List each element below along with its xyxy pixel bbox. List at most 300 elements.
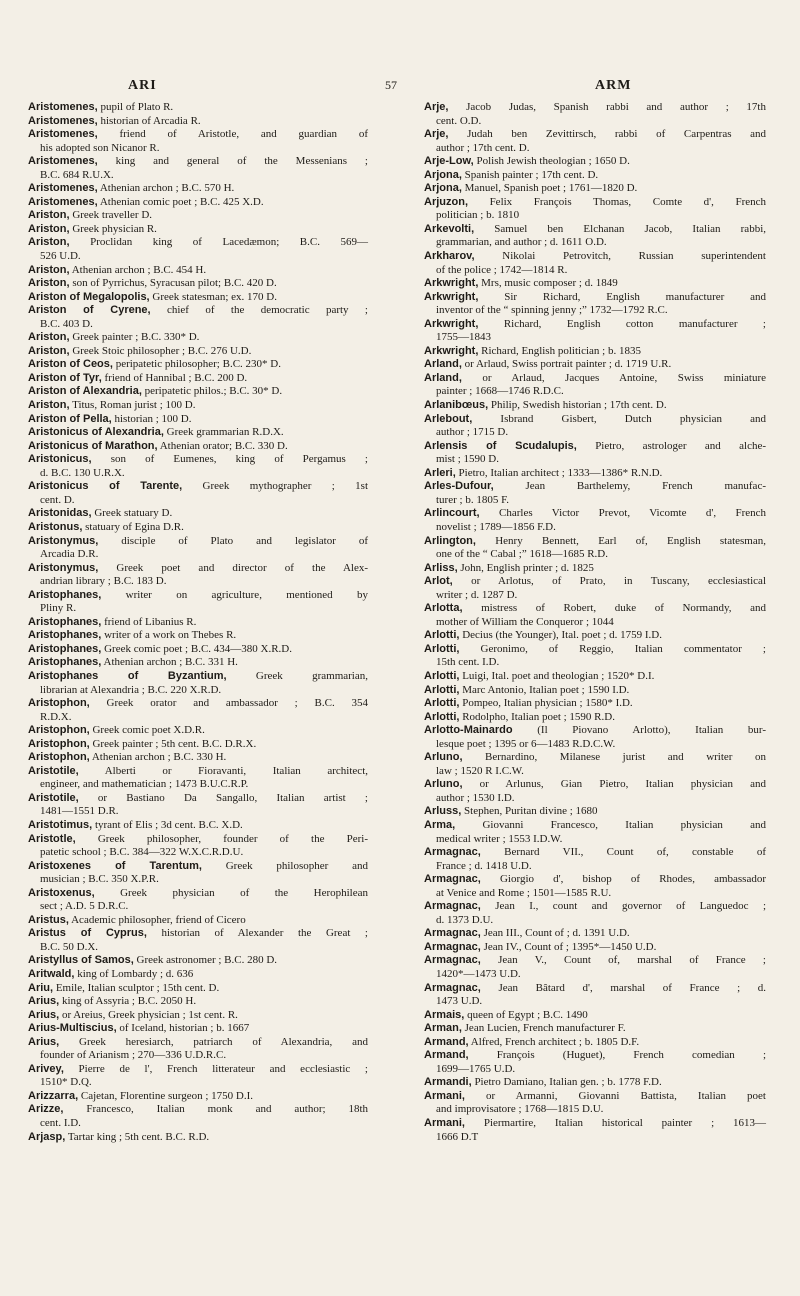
dictionary-entry (424, 318, 766, 332)
dictionary-entry (28, 155, 368, 169)
entry-text: or Arlaud, Swiss portrait painter ; d. 1719 U.R. (461, 358, 672, 371)
entry-headword: Aristomenes, (28, 155, 98, 168)
dictionary-entry (28, 819, 368, 833)
entry-text: Greek statesman; ex. 170 D. (149, 290, 278, 303)
entry-continuation: d. 1373 D.U. (436, 913, 494, 926)
entry-text: Jean III., Count of ; d. 1391 U.D. (480, 927, 630, 940)
entry-text: Greek traveller D. (69, 209, 153, 222)
dictionary-entry (424, 399, 766, 413)
entry-headword: Ariston, (28, 399, 70, 412)
dictionary-entry (28, 765, 368, 779)
entry-headword: Arlensis of Scudalupis, (424, 439, 577, 452)
dictionary-entry (424, 1049, 766, 1063)
entry-continuation: author ; 1715 D. (436, 426, 509, 439)
entry-text: Alfred, French architect ; b. 1805 D.F. (468, 1035, 640, 1048)
entry-headword: Arlotti, (424, 642, 460, 655)
entry-headword: Armagnac, (424, 927, 481, 940)
entry-text: Proclidan king of Lacedæmon; B.C. 569— (69, 236, 368, 249)
entry-text: Greek heresiarch, patriarch of Alexandria, and (59, 1035, 368, 1048)
entry-text: friend of Hannibal ; B.C. 200 D. (101, 371, 248, 384)
dictionary-entry (424, 182, 766, 196)
entry-headword: Arlotto-Mainardo (424, 724, 513, 737)
entry-text: Greek painter ; 5th cent. B.C. D.R.X. (89, 737, 257, 750)
dictionary-entry (28, 453, 368, 467)
entry-text: historian of Arcadia R. (97, 114, 201, 127)
right-column (424, 101, 766, 1144)
entry-headword: Arius, (28, 1008, 60, 1021)
entry-text: or Arlaud, Jacques Antoine, Swiss miniature (461, 371, 766, 384)
entry-text: Jean Bâtard d', marshal of France ; d. (480, 981, 766, 994)
entry-continuation: founder of Arianism ; 270—336 U.D.R.C. (40, 1049, 227, 1062)
entry-text: of Iceland, historian ; b. 1667 (116, 1022, 250, 1035)
dictionary-entry (28, 656, 368, 670)
dictionary-entry (424, 507, 766, 521)
entry-continuation: 1755—1843 (436, 331, 491, 344)
entry-text: king of Assyria ; B.C. 2050 H. (59, 995, 197, 1008)
entry-continuation: inventor of the “ spinning jenny ;” 1732—1792 R.C. (436, 304, 668, 317)
entry-headword: Arjuzon, (424, 195, 468, 208)
entry-headword: Aristomenes, (28, 195, 98, 208)
dictionary-entry (28, 413, 368, 427)
dictionary-entry (424, 1076, 766, 1090)
entry-continuation: law ; 1520 R I.C.W. (436, 764, 524, 777)
entry-headword: Aristotimus, (28, 818, 93, 831)
entry-continuation: sect ; A.D. 5 D.R.C. (40, 900, 129, 913)
entry-headword: Armagnac, (424, 846, 481, 859)
dictionary-entry (424, 982, 766, 996)
entry-text: Pietro, astrologer and alche- (576, 439, 766, 452)
dictionary-entry (28, 1036, 368, 1050)
entry-headword: Arluno, (424, 751, 463, 764)
entry-headword: Arius, (28, 995, 60, 1008)
entry-headword: Ariston, (28, 277, 70, 290)
dictionary-entry (424, 169, 766, 183)
entry-headword: Aristonicus, (28, 453, 92, 466)
entry-text: Titus, Roman jurist ; 100 D. (69, 399, 196, 412)
entry-text: Athenian archon ; B.C. 331 H. (101, 656, 238, 669)
entry-text: Greek statuary D. (91, 507, 173, 520)
dictionary-entry (424, 413, 766, 427)
entry-headword: Arlotti, (424, 669, 460, 682)
entry-headword: Arlotta, (424, 602, 463, 615)
entry-continuation: d. B.C. 130 U.R.X. (40, 466, 125, 479)
dictionary-entry (28, 115, 368, 129)
entry-headword: Ariston, (28, 331, 70, 344)
entry-headword: Arles-Dufour, (424, 480, 494, 493)
entry-continuation: R.D.X. (40, 710, 72, 723)
entry-headword: Aristonicus of Tarente, (28, 480, 183, 493)
dictionary-entry (28, 535, 368, 549)
entry-text: Spanish painter ; 17th cent. D. (461, 168, 599, 181)
entry-headword: Arkwright, (424, 290, 479, 303)
entry-text: pupil of Plato R. (97, 101, 174, 113)
entry-headword: Arlotti, (424, 629, 460, 642)
entry-continuation: turer ; b. 1805 F. (436, 493, 510, 506)
dictionary-entry (424, 372, 766, 386)
dictionary-entry (28, 521, 368, 535)
entry-text: king and general of the Messenians ; (97, 155, 368, 168)
dictionary-entry (28, 860, 368, 874)
entry-headword: Arlington, (424, 534, 476, 547)
dictionary-entry (28, 304, 368, 318)
entry-text: Academic philosopher, friend of Cicero (68, 913, 246, 926)
dictionary-entry (28, 331, 368, 345)
entry-text: Cajetan, Florentine surgeon ; 1750 D.I. (78, 1089, 253, 1102)
dictionary-entry (28, 954, 368, 968)
dictionary-entry (28, 291, 368, 305)
entry-text: (Il Piovano Arlotto), Italian bur- (512, 724, 766, 737)
entry-continuation: cent. O.D. (436, 114, 482, 127)
entry-text: queen of Egypt ; B.C. 1490 (464, 1008, 588, 1021)
dictionary-entry (28, 128, 368, 142)
dictionary-entry (424, 575, 766, 589)
dictionary-entry (28, 616, 368, 630)
dictionary-entry (424, 562, 766, 576)
dictionary-entry (28, 927, 368, 941)
entry-text: statuary of Egina D.R. (82, 520, 184, 533)
entry-headword: Armagnac, (424, 873, 481, 886)
entry-continuation: 1481—1551 D.R. (40, 805, 119, 818)
entry-text: Jean Lucien, French manufacturer F. (461, 1022, 626, 1035)
entry-headword: Arlot, (424, 575, 453, 588)
entry-continuation: 1473 U.D. (436, 995, 483, 1008)
entry-text: Greek grammarian R.D.X. (163, 426, 284, 439)
entry-continuation: 15th cent. I.D. (436, 656, 500, 669)
entry-text: Jean I., count and governor of Languedoc ; (480, 900, 766, 913)
entry-text: Pompeo, Italian physician ; 1580* I.D. (459, 697, 633, 710)
entry-headword: Ariston, (28, 236, 70, 249)
dictionary-entry (424, 751, 766, 765)
dictionary-entry (28, 968, 368, 982)
entry-headword: Aristophanes, (28, 588, 102, 601)
entry-continuation: mother of William the Conqueror ; 1044 (436, 615, 614, 628)
dictionary-entry (424, 1022, 766, 1036)
dictionary-entry (424, 128, 766, 142)
entry-headword: Armandi, (424, 1076, 472, 1089)
entry-text: Greek philosopher and (201, 859, 368, 872)
entry-headword: Armani, (424, 1117, 465, 1130)
entry-headword: Arland, (424, 358, 462, 371)
dictionary-entry (424, 101, 766, 115)
dictionary-entry (28, 1103, 368, 1117)
dictionary-entry (424, 1009, 766, 1023)
entry-headword: Armagnac, (424, 940, 481, 953)
entry-text: or Arlotus, of Prato, in Tuscany, ecclesiastical (452, 575, 766, 588)
entry-text: Luigi, Ital. poet and theologian ; 1520* D.I. (459, 669, 655, 682)
entry-headword: Aristophanes, (28, 629, 102, 642)
entry-headword: Aristomenes, (28, 114, 98, 127)
entry-headword: Armand, (424, 1035, 469, 1048)
entry-headword: Arjona, (424, 182, 462, 195)
entry-continuation: mist ; 1590 D. (436, 453, 499, 466)
dictionary-entry (424, 1090, 766, 1104)
entry-continuation: Pliny R. (40, 602, 77, 615)
entry-continuation: B.C. 684 R.U.X. (40, 168, 114, 181)
dictionary-entry (28, 629, 368, 643)
entry-headword: Arkwright, (424, 277, 479, 290)
dictionary-entry (28, 223, 368, 237)
dictionary-entry (424, 155, 766, 169)
entry-text: Greek comic poet X.D.R. (89, 724, 205, 737)
dictionary-entry (424, 684, 766, 698)
entry-headword: Aristoxenes of Tarentum, (28, 859, 202, 872)
dictionary-entry (28, 833, 368, 847)
entry-headword: Ariston of Tyr, (28, 371, 102, 384)
dictionary-entry (424, 670, 766, 684)
entry-headword: Arma, (424, 818, 456, 831)
entry-headword: Ariston of Megalopolis, (28, 290, 150, 303)
entry-text: Stephen, Puritan divine ; 1680 (461, 805, 598, 818)
header-left-guide-word: ARI (128, 78, 157, 93)
dictionary-entry (424, 805, 766, 819)
entry-continuation: medical writer ; 1553 I.D.W. (436, 832, 563, 845)
entry-headword: Arivey, (28, 1062, 64, 1075)
entry-headword: Aristophon, (28, 737, 90, 750)
entry-headword: Armais, (424, 1008, 465, 1021)
header-right-guide-word: ARM (595, 78, 632, 93)
entry-headword: Arman, (424, 1022, 462, 1035)
entry-text: friend of Aristotle, and guardian of (97, 128, 368, 141)
dictionary-entry (424, 1117, 766, 1131)
entry-text: Greek physician R. (69, 222, 157, 235)
entry-text: Athenian archon ; B.C. 330 H. (89, 751, 227, 764)
entry-continuation: and improvisatore ; 1768—1815 D.U. (436, 1103, 604, 1116)
entry-text: Greek comic poet ; B.C. 434—380 X.R.D. (101, 642, 293, 655)
entry-text: Felix François Thomas, Comte d', French (468, 195, 766, 208)
dictionary-entry (28, 196, 368, 210)
entry-continuation: andrian library ; B.C. 183 D. (40, 575, 167, 588)
dictionary-entry (28, 1009, 368, 1023)
entry-headword: Arkwright, (424, 344, 479, 357)
dictionary-entry (28, 562, 368, 576)
entry-headword: Aristomenes, (28, 101, 98, 113)
entry-continuation: his adopted son Nicanor R. (40, 141, 160, 154)
entry-headword: Ariu, (28, 981, 54, 994)
entry-headword: Aristophon, (28, 751, 90, 764)
dictionary-entry (424, 291, 766, 305)
entry-headword: Arizzarra, (28, 1089, 79, 1102)
dictionary-entry (424, 196, 766, 210)
entry-text: Pietro, Italian architect ; 1333—1386* R.N.D. (455, 466, 663, 479)
entry-text: Athenian orator; B.C. 330 D. (157, 439, 288, 452)
entry-text: Mrs, music composer ; d. 1849 (478, 277, 618, 290)
dictionary-entry (28, 1063, 368, 1077)
dictionary-entry (28, 589, 368, 603)
dictionary-entry (28, 1022, 368, 1036)
dictionary-entry (424, 819, 766, 833)
dictionary-entry (424, 467, 766, 481)
entry-headword: Ariston of Alexandria, (28, 385, 142, 398)
dictionary-entry (424, 941, 766, 955)
dictionary-entry (424, 643, 766, 657)
entry-headword: Ariston of Pella, (28, 412, 112, 425)
entry-headword: Armagnac, (424, 981, 481, 994)
entry-headword: Arland, (424, 371, 462, 384)
entry-text: friend of Libanius R. (101, 615, 197, 628)
dictionary-entry (424, 535, 766, 549)
entry-headword: Arlincourt, (424, 507, 480, 520)
entry-text: Richard, English cotton manufacturer ; (478, 317, 766, 330)
entry-headword: Aristus, (28, 913, 69, 926)
entry-continuation: author ; 17th cent. D. (436, 141, 530, 154)
entry-headword: Aristophanes, (28, 615, 102, 628)
dictionary-entry (28, 399, 368, 413)
dictionary-entry (28, 236, 368, 250)
entry-headword: Arlotti, (424, 683, 460, 696)
entry-headword: Arliss, (424, 561, 458, 574)
entry-text: Greek philosopher, founder of the Peri- (75, 832, 368, 845)
dictionary-entry (28, 914, 368, 928)
page-header (0, 78, 800, 98)
dictionary-entry (28, 738, 368, 752)
entry-text: Henry Bennett, Earl of, English statesman, (475, 534, 766, 547)
entry-headword: Aritwald, (28, 968, 75, 980)
entry-text: Jacob Judas, Spanish rabbi and author ; 17th (448, 101, 766, 113)
dictionary-entry (424, 846, 766, 860)
dictionary-entry (28, 643, 368, 657)
entry-headword: Aristonymus, (28, 561, 99, 574)
dictionary-entry (28, 1131, 368, 1145)
entry-continuation: France ; d. 1418 U.D. (436, 859, 532, 872)
entry-text: peripatetic philosopher; B.C. 230* D. (112, 358, 281, 371)
entry-text: writer of a work on Thebes R. (101, 629, 237, 642)
entry-text: Athenian comic poet ; B.C. 425 X.D. (97, 195, 264, 208)
entry-headword: Arluno, (424, 778, 463, 791)
entry-text: tyrant of Elis ; 3d cent. B.C. X.D. (92, 818, 243, 831)
dictionary-entry (28, 1090, 368, 1104)
entry-headword: Armand, (424, 1049, 469, 1062)
entry-text: Greek mythographer ; 1st (182, 480, 369, 493)
dictionary-entry (424, 250, 766, 264)
entry-headword: Arkharov, (424, 250, 475, 263)
entry-text: Pierre de l', French litterateur and ecclesiastic ; (63, 1062, 368, 1075)
entry-text: Decius (the Younger), Ital. poet ; d. 1759 I.D. (459, 629, 663, 642)
entry-text: Philip, Swedish historian ; 17th cent. D. (488, 399, 667, 412)
entry-text: Jean Barthelemy, French manufac- (493, 480, 766, 493)
entry-headword: Ariston, (28, 222, 70, 235)
entry-headword: Aristophanes, (28, 642, 102, 655)
dictionary-entry (28, 385, 368, 399)
entry-headword: Arluss, (424, 805, 462, 818)
entry-text: Geronimo, of Reggio, Italian commentator ; (459, 642, 766, 655)
dictionary-entry (424, 602, 766, 616)
dictionary-entry (28, 372, 368, 386)
entry-text: historian of Alexander the Great ; (146, 927, 368, 940)
entry-text: Greek physician of the Herophilean (94, 886, 368, 899)
entry-headword: Aristophon, (28, 697, 90, 710)
entry-headword: Aristyllus of Samos, (28, 954, 134, 967)
dictionary-entry (424, 440, 766, 454)
entry-headword: Ariston of Cyrene, (28, 304, 151, 317)
entry-headword: Arlotti, (424, 710, 460, 723)
dictionary-entry (28, 426, 368, 440)
dictionary-entry (28, 264, 368, 278)
entry-continuation: at Venice and Rome ; 1501—1585 R.U. (436, 886, 612, 899)
dictionary-entry (28, 101, 368, 115)
dictionary-entry (28, 480, 368, 494)
entry-headword: Aristophon, (28, 724, 90, 737)
entry-text: Greek Stoic philosopher ; B.C. 276 U.D. (69, 344, 252, 357)
entry-text: Rodolpho, Italian poet ; 1590 R.D. (459, 710, 615, 723)
dictionary-entry (28, 697, 368, 711)
entry-continuation: grammarian, and author ; d. 1611 O.D. (436, 236, 607, 249)
entry-text: Bernardino, Milanese jurist and writer on (462, 751, 766, 764)
entry-text: mistress of Robert, duke of Normandy, and (462, 602, 766, 615)
entry-headword: Aristonus, (28, 520, 83, 533)
entry-text: Samuel ben Elchanan Jacob, Italian rabbi, (474, 222, 766, 235)
entry-continuation: Arcadia D.R. (40, 548, 99, 561)
dictionary-entry (28, 887, 368, 901)
entry-text: Piermartire, Italian historical painter ; 1613— (464, 1117, 766, 1130)
dictionary-entry (424, 629, 766, 643)
entry-headword: Aristotile, (28, 791, 79, 804)
dictionary-entry (424, 724, 766, 738)
entry-text: writer on agriculture, mentioned by (101, 588, 368, 601)
dictionary-entry (28, 182, 368, 196)
entry-text: Alberti or Fioravanti, Italian architect, (78, 764, 368, 777)
entry-headword: Aristoxenus, (28, 886, 95, 899)
dictionary-entry (424, 277, 766, 291)
dictionary-entry (28, 345, 368, 359)
dictionary-entry (424, 358, 766, 372)
dictionary-entry (28, 982, 368, 996)
entry-text: Polish Jewish theologian ; 1650 D. (473, 155, 630, 168)
entry-headword: Ariston, (28, 209, 70, 222)
entry-headword: Arizze, (28, 1103, 64, 1116)
entry-continuation: author ; 1530 I.D. (436, 791, 515, 804)
entry-headword: Arlotti, (424, 697, 460, 710)
entry-continuation: 1420*—1473 U.D. (436, 968, 521, 980)
entry-text: son of Pyrrichus, Syracusan pilot; B.C. 420 D. (69, 277, 277, 290)
entry-text: Greek orator and ambassador ; B.C. 354 (89, 697, 368, 710)
entry-headword: Aristotile, (28, 764, 79, 777)
entry-text: Charles Victor Prevot, Vicomte d', French (479, 507, 766, 520)
entry-continuation: patetic school ; B.C. 384—322 W.X.C.R.D.U. (40, 846, 244, 859)
entry-continuation: musician ; B.C. 350 X.P.R. (40, 873, 159, 886)
dictionary-entry (424, 223, 766, 237)
dictionary-entry (28, 209, 368, 223)
entry-text: Isbrand Gisbert, Dutch physician and (472, 412, 766, 425)
entry-headword: Armagnac, (424, 954, 481, 967)
entry-headword: Armani, (424, 1089, 465, 1102)
entry-continuation: cent. D. (40, 493, 75, 506)
entry-text: disciple of Plato and legislator of (98, 534, 368, 547)
entry-text: Richard, English politician ; b. 1835 (478, 344, 641, 357)
entry-text: or Armanni, Giovanni Battista, Italian poet (464, 1089, 766, 1102)
entry-continuation: painter ; 1668—1746 R.D.C. (436, 385, 564, 398)
entry-headword: Aristonymus, (28, 534, 99, 547)
entry-text: Greek grammarian, (226, 669, 368, 682)
entry-text: Greek painter ; B.C. 330* D. (69, 331, 200, 344)
entry-text: or Bastiano Da Sangallo, Italian artist ; (78, 791, 368, 804)
entry-headword: Aristus of Cyprus, (28, 927, 147, 940)
dictionary-entry (28, 724, 368, 738)
entry-text: Giorgio d', bishop of Rhodes, ambassador (480, 873, 766, 886)
entry-text: Greek poet and director of the Alex- (98, 561, 368, 574)
entry-text: Athenian archon ; B.C. 454 H. (69, 263, 207, 276)
entry-text: John, English printer ; d. 1825 (457, 561, 594, 574)
entry-continuation: engineer, and mathematician ; 1473 B.U.C.R.P. (40, 778, 249, 791)
entry-headword: Arlebout, (424, 412, 473, 425)
entry-continuation: writer ; d. 1287 D. (436, 588, 518, 601)
entry-headword: Arius-Multiscius, (28, 1022, 117, 1035)
dictionary-entry (28, 358, 368, 372)
entry-continuation: one of the “ Cabal ;” 1618—1685 R.D. (436, 548, 608, 561)
dictionary-entry (28, 440, 368, 454)
entry-headword: Aristomenes, (28, 182, 98, 195)
entry-text: or Areius, Greek physician ; 1st cent. R. (59, 1008, 238, 1021)
entry-headword: Arius, (28, 1035, 60, 1048)
